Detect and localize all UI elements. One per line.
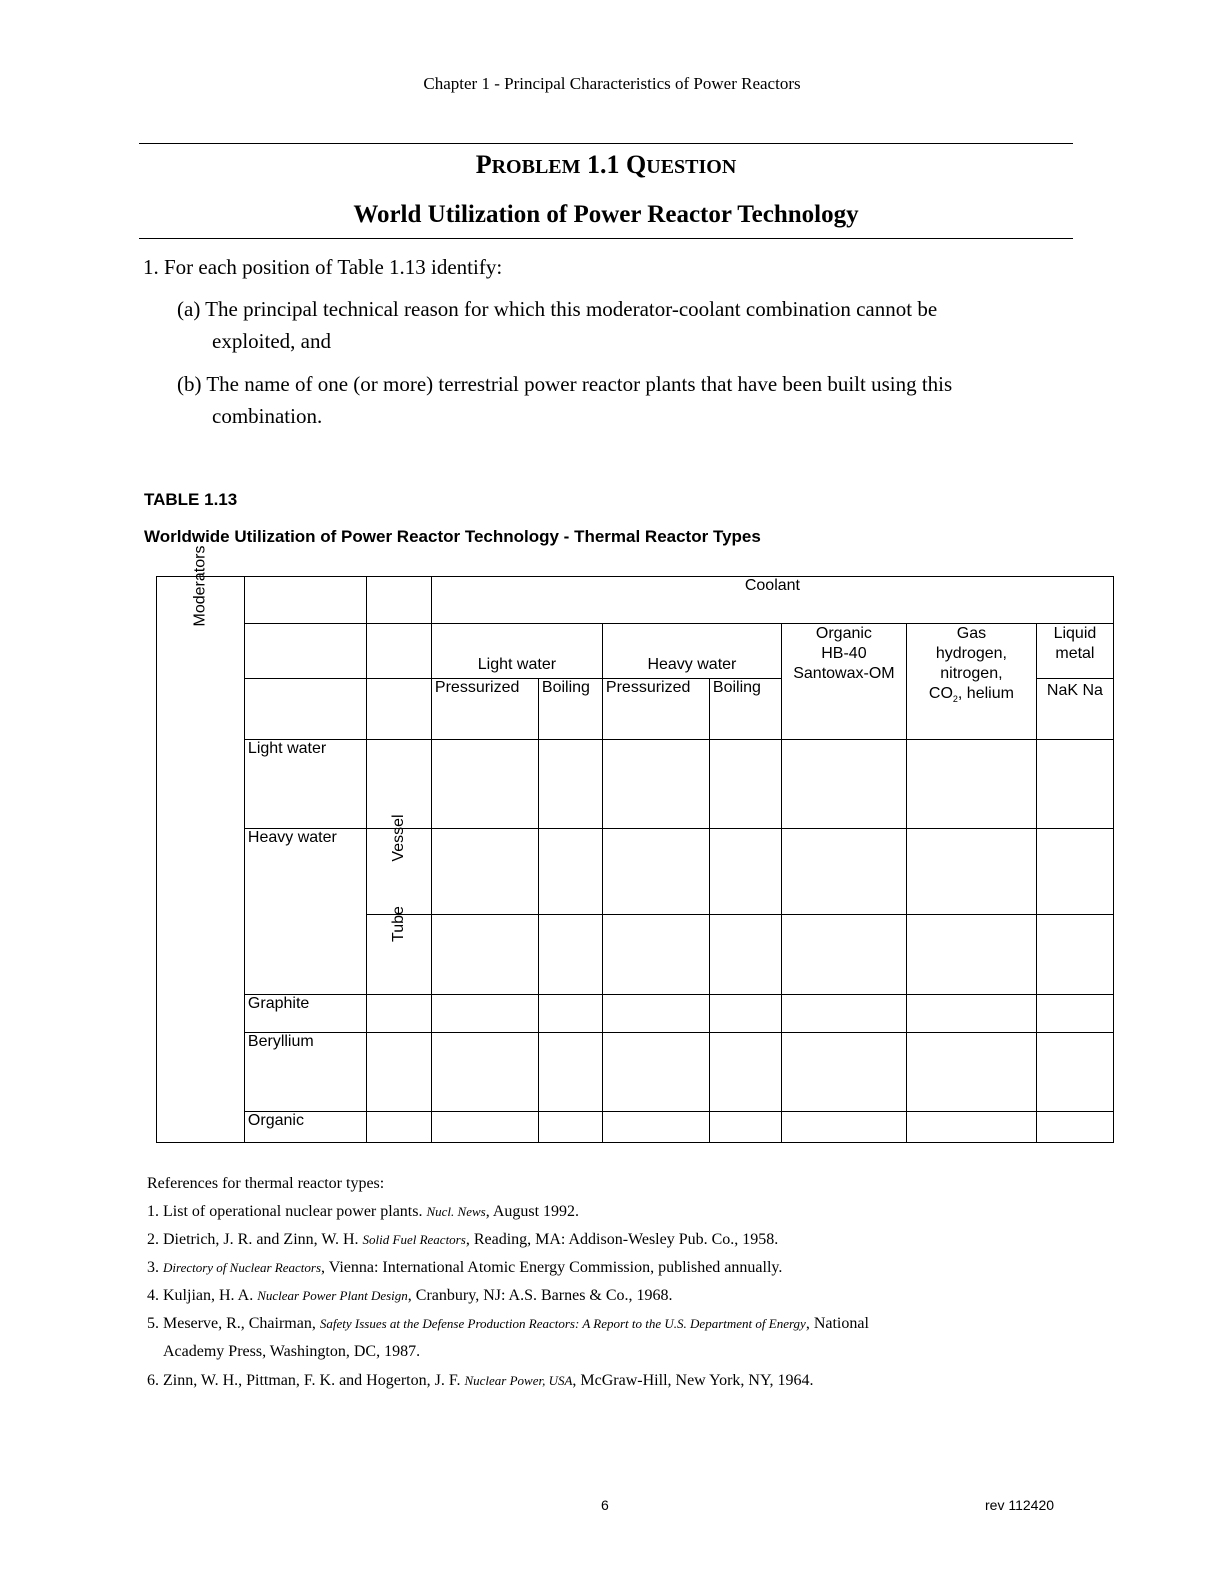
lw-boiling-header: Boiling (538, 679, 602, 740)
coolant-header: Coolant (431, 577, 1113, 624)
references-heading: References for thermal reactor types: (147, 1175, 385, 1192)
nak-na-header: NaK Na (1036, 679, 1113, 740)
moderators-header: Moderators (157, 577, 245, 1143)
reference-6: 6. Zinn, W. H., Pittman, F. K. and Hogerton, J. F. Nuclear Power, USA, McGraw-Hill, New York, NY, 1964. (147, 1372, 814, 1389)
row-label-organic: Organic (244, 1112, 366, 1143)
reference-3: 3. Directory of Nuclear Reactors, Vienna: International Atomic Energy Commission, published annually. (147, 1259, 783, 1276)
revision-label: rev 112420 (985, 1497, 1055, 1513)
reference-5: 5. Meserve, R., Chairman, Safety Issues at the Defense Production Reactors: A Report to the U.S. Department of Energy, National (147, 1315, 869, 1332)
row-label-light-water: Light water (244, 740, 366, 829)
problem-title: PROBLEM 1.1 QUESTION (475, 150, 737, 179)
liquid-metal-header: Liquid metal (1036, 624, 1113, 679)
question-b-line2: combination. (212, 404, 323, 428)
sub-label-vessel: Vessel (366, 829, 431, 915)
hw-boiling-header: Boiling (709, 679, 781, 740)
row-label-beryllium: Beryllium (244, 1033, 366, 1112)
reactor-table (156, 545, 1114, 1143)
sub-label-tube: Tube (366, 915, 431, 995)
table-caption: Worldwide Utilization of Power Reactor Technology - Thermal Reactor Types (144, 527, 761, 546)
heavy-water-header: Heavy water (602, 624, 781, 679)
light-water-header: Light water (431, 624, 602, 679)
gas-coolant-header: Gas hydrogen, nitrogen, $CO_2$, helium (906, 624, 1036, 740)
reference-4: 4. Kuljian, H. A. Nuclear Power Plant Design, Cranbury, NJ: A.S. Barnes & Co., 1968. (147, 1287, 673, 1304)
question-item-1: 1. For each position of Table 1.13 identify: (143, 255, 503, 279)
top-rule (139, 143, 1073, 144)
organic-coolant-header: Organic HB-40 Santowax-OM (781, 624, 906, 740)
question-b-line1: (b) The name of one (or more) terrestrial power reactor plants that have been built using this (177, 372, 953, 396)
running-head: Chapter 1 - Principal Characteristics of Power Reactors (423, 74, 801, 93)
reference-2: 2. Dietrich, J. R. and Zinn, W. H. Solid Fuel Reactors, Reading, MA: Addison-Wesley Pub. Co., 1958. (147, 1231, 779, 1248)
question-a-line1: (a) The principal technical reason for which this moderator-coolant combination cannot be (177, 297, 938, 321)
row-label-graphite: Graphite (244, 995, 366, 1033)
row-label-heavy-water: Heavy water (244, 829, 366, 995)
hw-pressurized-header: Pressurized (602, 679, 709, 740)
table-label: TABLE 1.13 (144, 490, 238, 509)
reference-5-continued: Academy Press, Washington, DC, 1987. (163, 1343, 421, 1360)
page-number: 6 (601, 1497, 609, 1513)
bottom-rule (139, 238, 1073, 239)
problem-subtitle: World Utilization of Power Reactor Technology (353, 201, 859, 228)
reference-1: 1. List of operational nuclear power plants. Nucl. News, August 1992. (147, 1203, 580, 1220)
lw-pressurized-header: Pressurized (431, 679, 538, 740)
question-a-line2: exploited, and (212, 329, 331, 353)
